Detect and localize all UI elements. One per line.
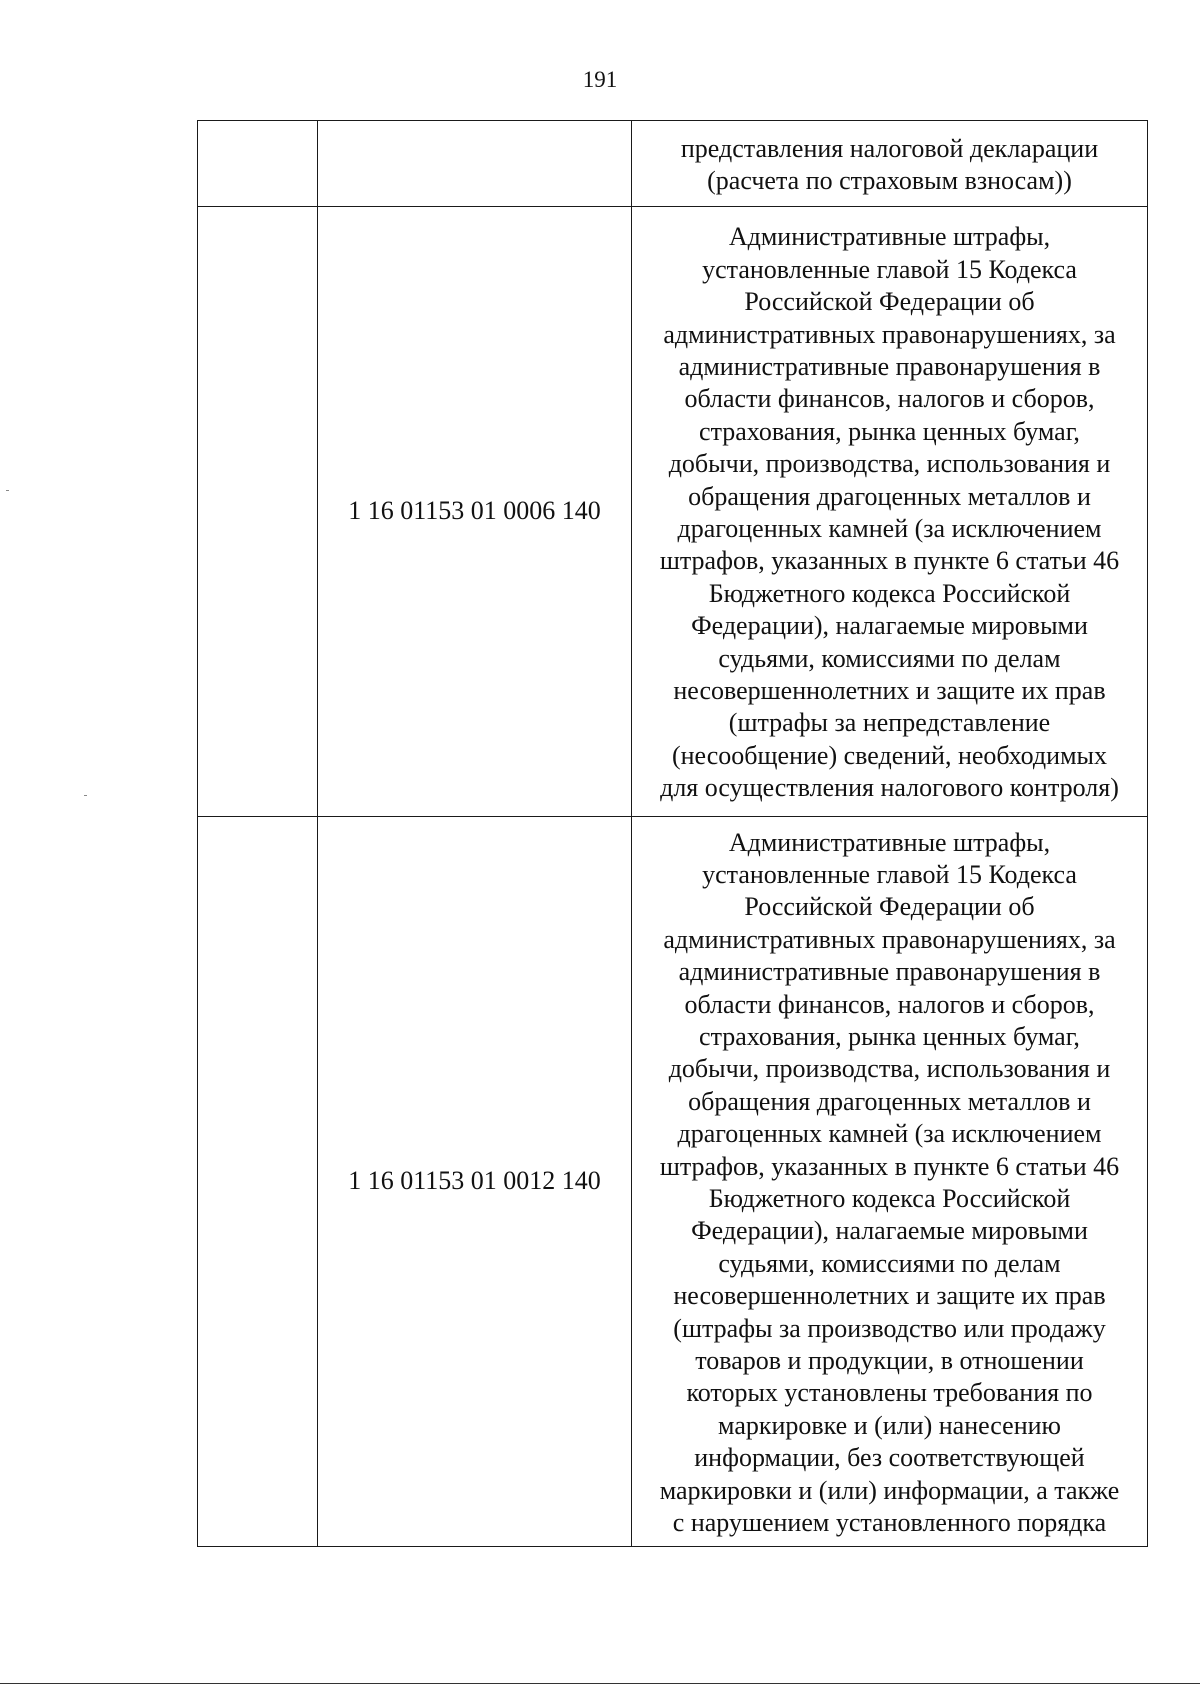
description-line: (несообщение) сведений, необходимых <box>671 740 1107 770</box>
code-cell: 1 16 01153 01 0012 140 <box>318 817 632 1547</box>
description-line: страхования, рынка ценных бумаг, <box>699 416 1080 446</box>
description-line: информации, без соответствующей <box>694 1443 1085 1473</box>
description-line: штрафов, указанных в пункте 6 статьи 46 <box>659 546 1120 576</box>
budget-codes-table <box>197 120 1148 1547</box>
description-line: установленные главой 15 Кодекса <box>702 859 1077 889</box>
empty-cell <box>198 817 318 1547</box>
scan-speck <box>84 795 87 796</box>
description-line: судьями, комиссиями по делам <box>718 643 1061 673</box>
description-line: административные правонарушения в <box>678 351 1101 381</box>
description-line: Федерации), налагаемые мировыми <box>691 611 1088 641</box>
description-line: добычи, производства, использования и <box>668 1054 1111 1084</box>
description-line: судьями, комиссиями по делам <box>718 1248 1061 1278</box>
description-line: несовершеннолетних и защите их прав <box>673 1281 1106 1311</box>
description-line: для осуществления налогового контроля) <box>660 773 1119 803</box>
table-row <box>198 207 1148 817</box>
description-line: Бюджетного кодекса Российской <box>708 578 1071 608</box>
description-line: Бюджетного кодекса Российской <box>708 1184 1071 1213</box>
empty-cell <box>198 121 318 207</box>
description-line: которых установлены требования по <box>686 1378 1093 1408</box>
description-line: Российской Федерации об <box>744 892 1035 922</box>
description-line: административные правонарушения в <box>678 957 1101 987</box>
description-line: представления налоговой декларации <box>680 133 1099 163</box>
description-line: маркировки и (или) информации, а также <box>659 1475 1120 1505</box>
description-line: драгоценных камней (за исключением <box>677 1119 1102 1149</box>
description-line: (расчета по страховым взносам)) <box>707 166 1072 195</box>
description-line: (штрафы за непредставление <box>728 708 1051 738</box>
description-line: страхования, рынка ценных бумаг, <box>699 1021 1080 1051</box>
description-line: административных правонарушениях, за <box>663 319 1116 349</box>
description-line: области финансов, налогов и сборов, <box>684 989 1095 1019</box>
description-line: установленные главой 15 Кодекса <box>702 254 1077 284</box>
description-line: Административные штрафы, <box>728 222 1051 252</box>
description-line: маркировке и (или) нанесению <box>718 1410 1061 1440</box>
description-line: административных правонарушениях, за <box>663 924 1116 954</box>
description-line: обращения драгоценных металлов и <box>688 1086 1091 1116</box>
description-line: с нарушением установленного порядка <box>672 1508 1107 1538</box>
scan-speck <box>6 490 9 491</box>
description-cell <box>632 207 1148 817</box>
description-line: обращения драгоценных металлов и <box>688 481 1091 511</box>
code-cell <box>318 121 632 207</box>
description-line: области финансов, налогов и сборов, <box>684 384 1095 414</box>
description-line: товаров и продукции, в отношении <box>695 1346 1084 1376</box>
description-line: штрафов, указанных в пункте 6 статьи 46 <box>659 1151 1120 1181</box>
description-line: драгоценных камней (за исключением <box>677 514 1102 543</box>
description-line: (штрафы за производство или продажу <box>673 1313 1106 1343</box>
code-cell: 1 16 01153 01 0006 140 <box>318 207 632 817</box>
description-cell <box>632 817 1148 1547</box>
page-number: 191 <box>582 67 618 92</box>
description-cell <box>632 121 1148 207</box>
page-bottom-rule <box>0 1683 1200 1684</box>
table-row <box>198 121 1148 207</box>
description-line: Федерации), налагаемые мировыми <box>691 1216 1088 1246</box>
description-line: несовершеннолетних и защите их прав <box>673 676 1106 706</box>
description-line: Российской Федерации об <box>744 287 1035 317</box>
description-line: Административные штрафы, <box>728 827 1051 857</box>
empty-cell <box>198 207 318 817</box>
table-row <box>198 817 1148 1547</box>
description-line: добычи, производства, использования и <box>668 449 1111 479</box>
